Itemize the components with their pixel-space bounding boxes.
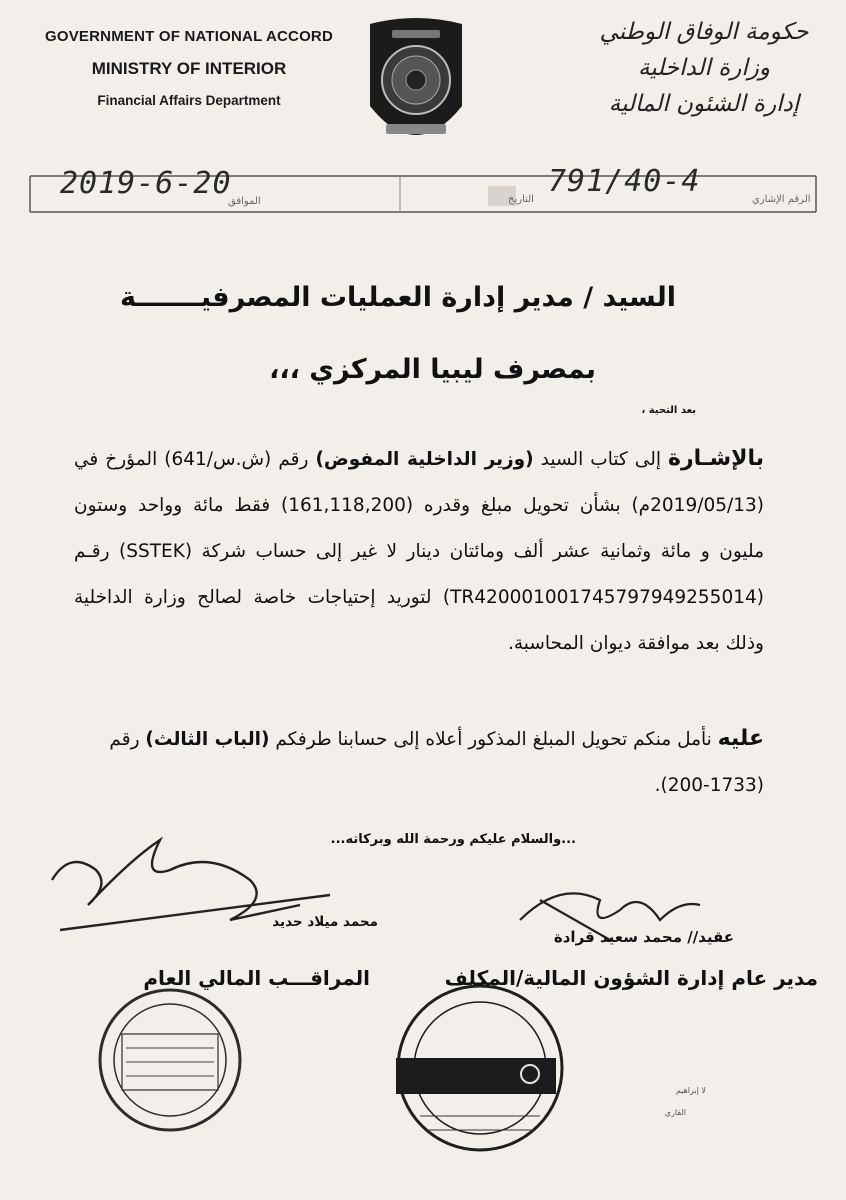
request-lead: عليه <box>717 726 764 751</box>
body-text-1: إلى كتاب السيد <box>533 449 669 470</box>
closing-salutation: ...والسلام عليكم ورحمة الله وبركاته... <box>330 832 576 847</box>
left-stamp-icon <box>100 990 240 1130</box>
body-text-2: رقم (ش.س/641) المؤرخ في (2019/05/13م) بشأن تحويل مبلغ وقدره (161,118,200) فقط مائة وواحد وستون مليون و مائة وثمانية عشر ألف ومائتان دينار لا غير إلى حساب شركة (SSTEK) رقـم (TR420001001745797949255014) لتوريد إحتياجات خاصة لصالح وزارة الداخلية وذلك بعد موافقة ديوان المحاسبة. <box>74 449 765 654</box>
header-government: GOVERNMENT OF NATIONAL ACCORD <box>44 28 334 45</box>
footer-note-1: لا إبراهيم <box>675 1086 706 1095</box>
header-ministry: MINISTRY OF INTERIOR <box>91 59 287 78</box>
signatory-right-role: المراقـــب المالي العام <box>143 966 370 990</box>
signatory-left-role: مدير عام إدارة الشؤون المالية/المكلف <box>444 966 818 990</box>
signatory-right-name: محمد ميلاد حديد <box>272 914 378 930</box>
reference-date-label: الموافق <box>228 196 261 207</box>
reference-date-label-2: التاريخ <box>508 194 534 205</box>
footer-note-2: القاري <box>664 1108 686 1117</box>
request-text-1: نأمل منكم تحويل المبلغ المذكور أعلاه إلى حسابنا طرفكم <box>269 729 718 750</box>
greeting: بعد التحية ، <box>641 405 696 416</box>
addressee-title: السيد / مدير إدارة العمليات المصرفيـــــــة <box>119 282 676 313</box>
reference-number: 791/40-4 <box>548 164 701 199</box>
header-ar-ministry: وزارة الداخلية <box>637 55 771 81</box>
request-text-2: رقم (1733-200). <box>109 729 764 796</box>
header-ar-department: إدارة الشئون المالية <box>608 91 800 117</box>
header-ar-government: حكومة الوفاق الوطني <box>599 19 809 45</box>
signatory-left-name: عقيد// محمد سعيد قرادة <box>553 928 734 946</box>
addressee-bank: بمصرف ليبيا المركزي ،،، <box>269 354 596 385</box>
reference-date: 2019-6-20 <box>60 166 232 201</box>
right-stamp-icon <box>396 986 562 1150</box>
body-bold-1: (وزير الداخلية المفوض) <box>315 449 534 470</box>
body-lead: بالإشـارة <box>668 446 764 471</box>
request-bold-1: (الباب الثالث) <box>145 729 270 750</box>
reference-number-label: الرقم الإشاري <box>752 194 811 205</box>
header-department: Financial Affairs Department <box>97 93 281 108</box>
